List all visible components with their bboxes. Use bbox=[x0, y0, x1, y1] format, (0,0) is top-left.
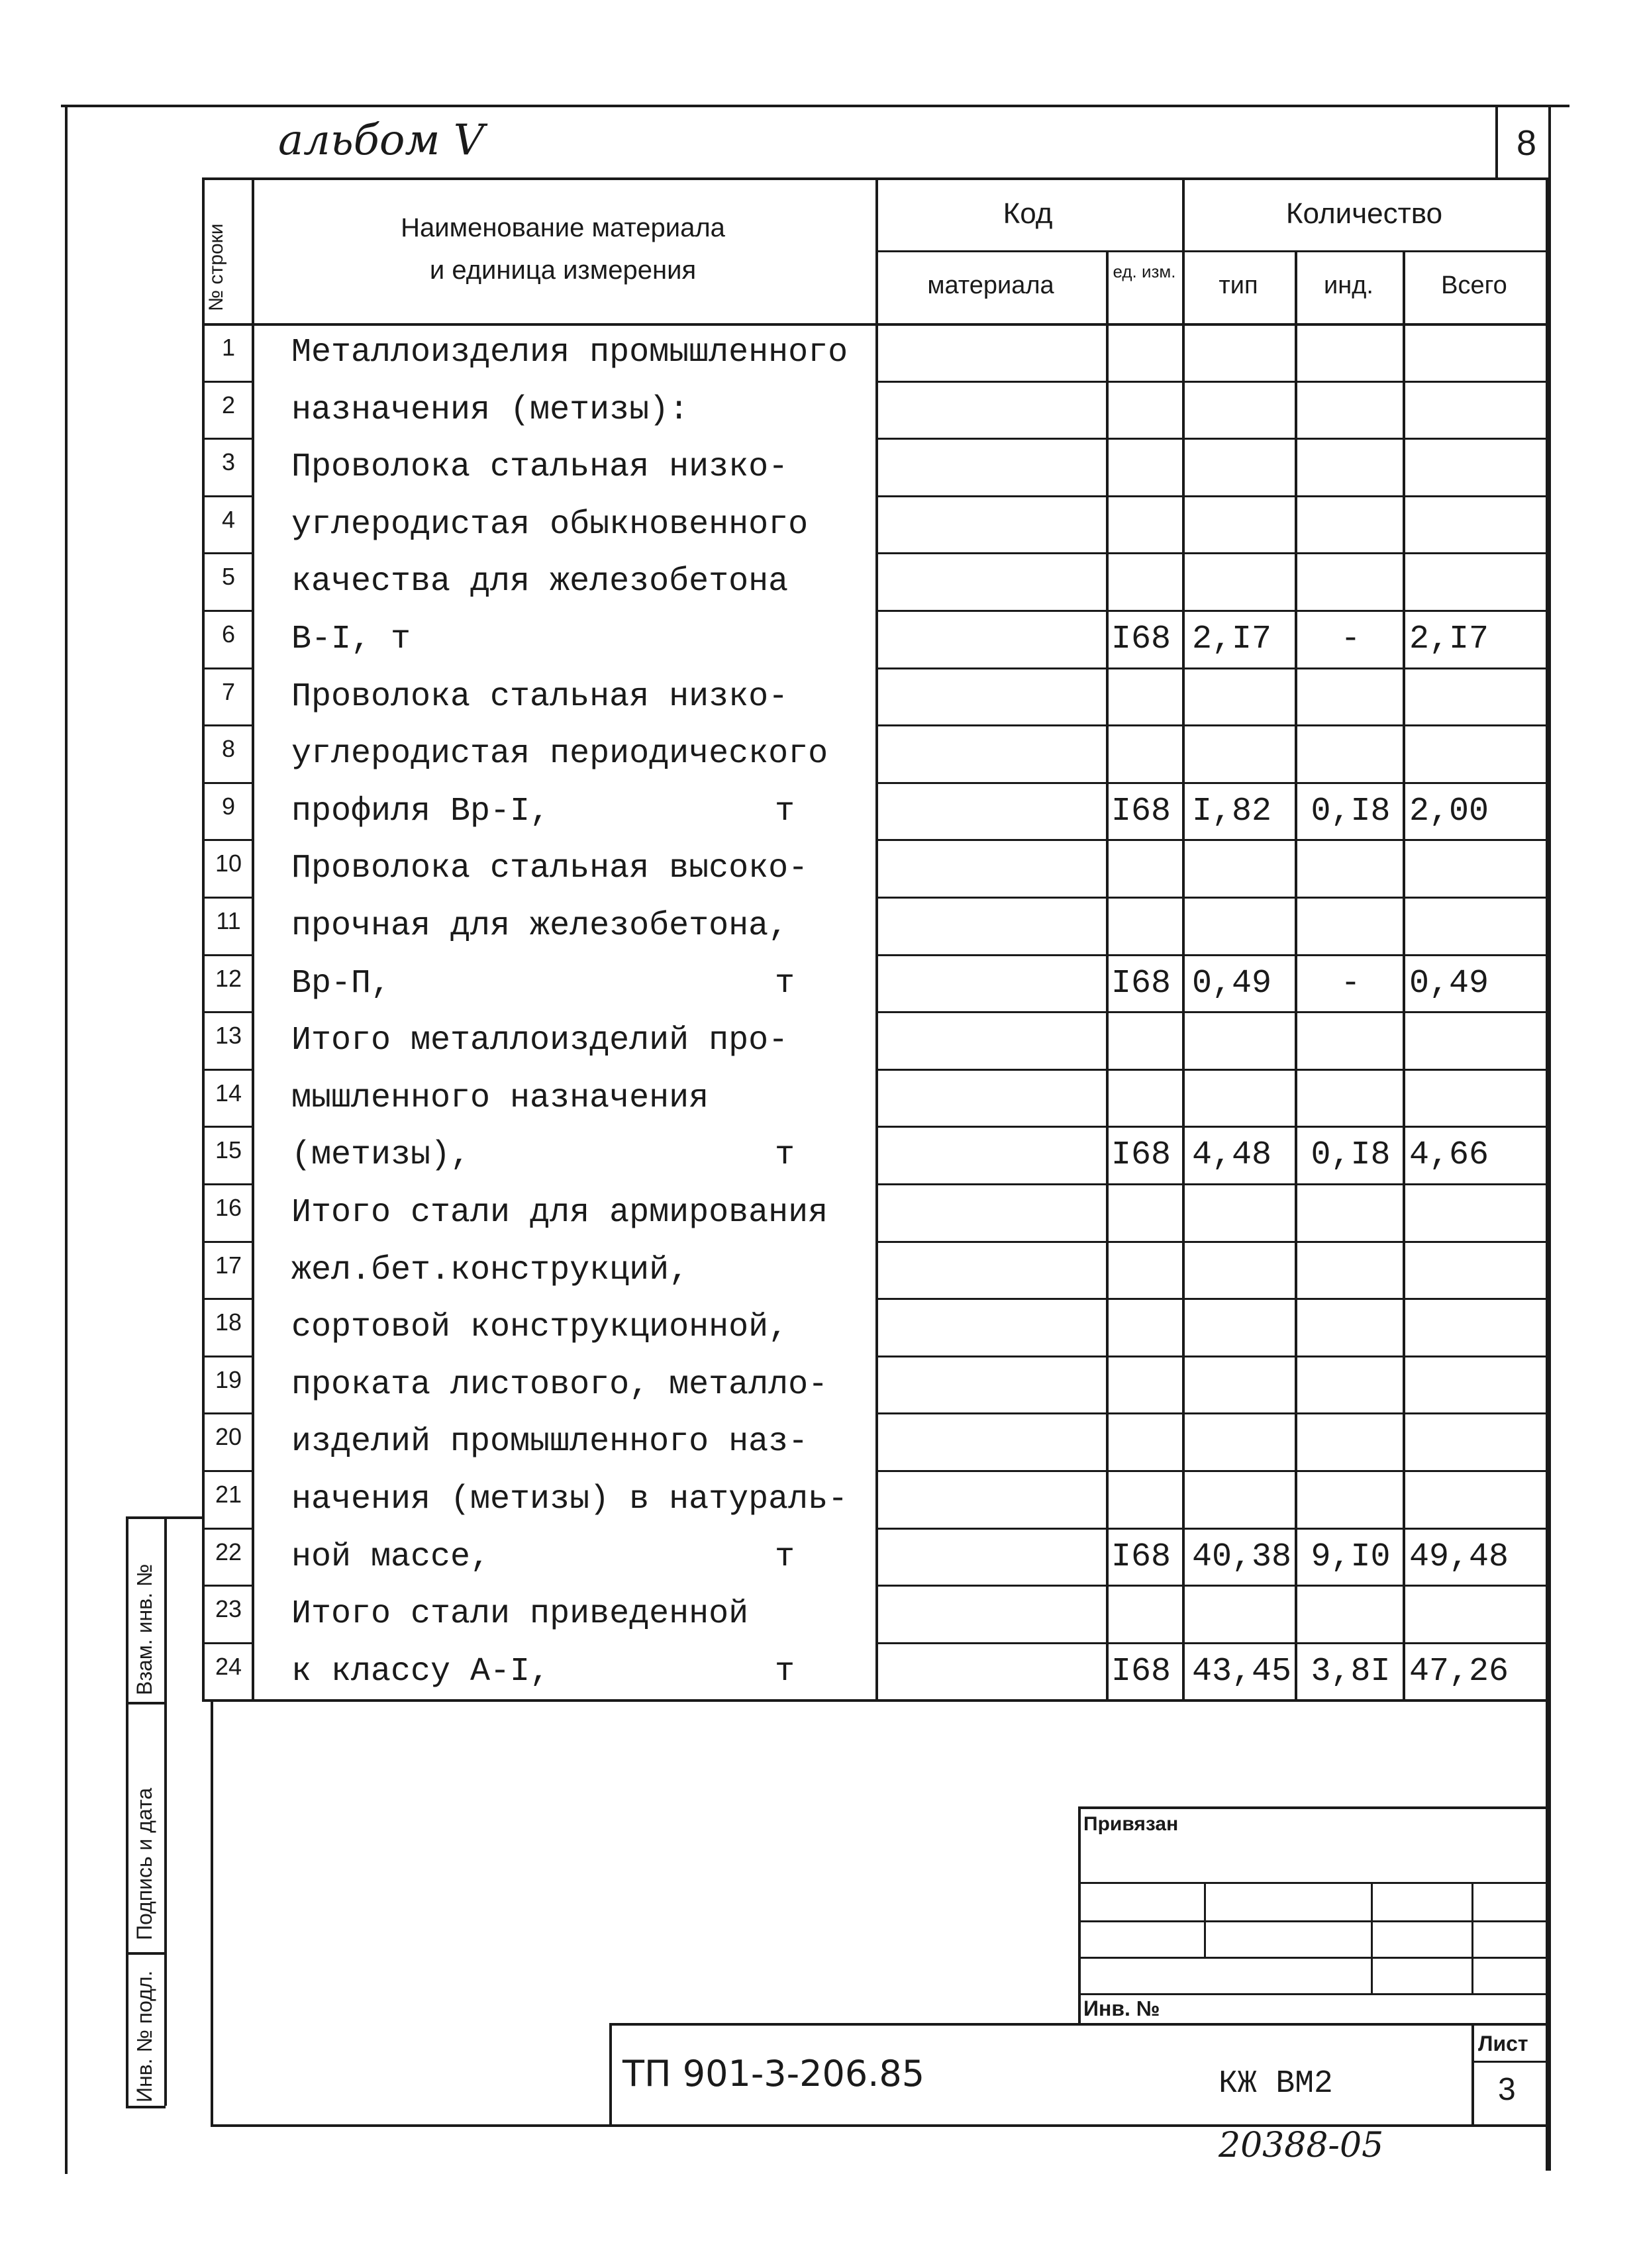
header-row-col: № строки bbox=[205, 223, 227, 311]
row-num-separator bbox=[202, 1642, 252, 1644]
title-block-top bbox=[609, 2023, 1548, 2026]
row-material-name: назначения (метизы): bbox=[291, 391, 689, 429]
table-right bbox=[1546, 177, 1548, 2171]
row-num-separator bbox=[202, 552, 252, 554]
row-separator bbox=[875, 552, 1547, 554]
row-material-name: жел.бет.конструкций, bbox=[291, 1252, 689, 1289]
header-ind: инд. bbox=[1324, 271, 1373, 299]
row-qty-vsego: 49,48 bbox=[1409, 1538, 1509, 1576]
side-sep1 bbox=[126, 1702, 166, 1704]
row-num-separator bbox=[202, 1412, 252, 1414]
row-number: 11 bbox=[216, 907, 241, 934]
album-note: альбом V bbox=[278, 116, 484, 165]
row-num-separator bbox=[202, 839, 252, 841]
row-unit: т bbox=[775, 1538, 795, 1576]
header-tip: тип bbox=[1219, 271, 1258, 299]
row-separator bbox=[875, 1126, 1547, 1128]
side-col-left bbox=[126, 1516, 128, 2106]
row-number: 19 bbox=[215, 1366, 242, 1393]
row-separator bbox=[875, 1183, 1547, 1185]
row-material-name: Проволока стальная низко- bbox=[291, 448, 789, 486]
row-material-name: углеродистая периодического bbox=[291, 735, 828, 773]
col-kod-right bbox=[1106, 252, 1109, 1702]
page-number: 8 bbox=[1517, 123, 1537, 163]
row-material-name: проката листового, металло- bbox=[291, 1366, 828, 1404]
stamp-privyazan: Привязан bbox=[1083, 1813, 1179, 1835]
col-ed-right bbox=[1182, 177, 1185, 1702]
row-unit: т bbox=[775, 793, 795, 830]
row-material-name: сортовой конструкционной, bbox=[291, 1308, 789, 1346]
col-ind-right bbox=[1403, 252, 1405, 1702]
row-number: 10 bbox=[215, 850, 242, 877]
row-ed-izm: I68 bbox=[1111, 1538, 1171, 1576]
header-kod: Код bbox=[1003, 197, 1053, 230]
row-material-name: (метизы), bbox=[291, 1136, 471, 1174]
row-material-name: мышленного назначения bbox=[291, 1079, 709, 1117]
row-material-name: Металлоизделия промышленного bbox=[291, 334, 848, 371]
title-block-left bbox=[609, 2023, 612, 2124]
stamp-left bbox=[1078, 1806, 1081, 2025]
row-separator bbox=[875, 724, 1547, 726]
row-separator bbox=[875, 1585, 1547, 1587]
row-material-name: прочная для железобетона, bbox=[291, 907, 789, 945]
row-material-name: изделий промышленного наз- bbox=[291, 1423, 809, 1461]
row-separator bbox=[875, 839, 1547, 841]
row-number: 17 bbox=[215, 1252, 242, 1279]
row-unit: т bbox=[775, 1653, 795, 1691]
row-num-separator bbox=[202, 495, 252, 497]
row-separator bbox=[875, 1241, 1547, 1243]
stamp-vline1 bbox=[1204, 1882, 1206, 1957]
row-num-separator bbox=[202, 1585, 252, 1587]
row-separator bbox=[875, 1011, 1547, 1013]
row-number: 13 bbox=[215, 1022, 242, 1049]
row-separator bbox=[875, 381, 1547, 383]
row-separator bbox=[875, 667, 1547, 669]
header-materiala: материала bbox=[927, 271, 1054, 299]
row-num-separator bbox=[202, 724, 252, 726]
col-tip-right bbox=[1295, 252, 1297, 1702]
row-qty-vsego: 47,26 bbox=[1409, 1653, 1509, 1691]
row-material-name: В-I, т bbox=[291, 620, 411, 658]
row-num-separator bbox=[202, 782, 252, 784]
row-qty-vsego: 2,I7 bbox=[1409, 620, 1489, 658]
page-num-divider bbox=[1495, 105, 1498, 179]
stamp-line1 bbox=[1078, 1882, 1548, 1884]
stamp-line4 bbox=[1078, 1993, 1548, 1995]
left-field-line bbox=[211, 1702, 213, 2126]
row-num-separator bbox=[202, 610, 252, 612]
row-qty-tip: 2,I7 bbox=[1192, 620, 1272, 658]
col-name-right bbox=[875, 177, 878, 1702]
row-separator bbox=[875, 1356, 1547, 1357]
col-num-right bbox=[252, 177, 254, 1702]
row-number: 5 bbox=[221, 563, 236, 590]
header-name-line2: и единица измерения bbox=[429, 256, 697, 285]
side-label-vzam: Взам. инв. № bbox=[132, 1563, 156, 1695]
row-material-name: Вр-П, bbox=[291, 965, 391, 1003]
row-material-name: Итого стали приведенной bbox=[291, 1595, 749, 1633]
header-ed-izm: ед. изм. bbox=[1113, 262, 1176, 281]
row-unit: т bbox=[775, 965, 795, 1003]
header-vsego: Всего bbox=[1441, 271, 1507, 299]
title-block-list-divider bbox=[1471, 2023, 1474, 2124]
row-separator bbox=[875, 897, 1547, 899]
row-num-separator bbox=[202, 438, 252, 440]
row-ed-izm: I68 bbox=[1111, 620, 1171, 658]
row-qty-tip: 43,45 bbox=[1192, 1653, 1292, 1691]
row-material-name: Проволока стальная высоко- bbox=[291, 850, 809, 887]
row-qty-ind: - bbox=[1340, 965, 1361, 1003]
row-material-name: начения (метизы) в натураль- bbox=[291, 1481, 848, 1518]
row-separator bbox=[875, 438, 1547, 440]
row-num-separator bbox=[202, 1298, 252, 1300]
row-qty-vsego: 4,66 bbox=[1409, 1136, 1489, 1174]
header-bottom bbox=[202, 323, 1548, 326]
row-separator bbox=[875, 1412, 1547, 1414]
row-number: 16 bbox=[215, 1194, 242, 1221]
row-qty-tip: 40,38 bbox=[1192, 1538, 1292, 1576]
row-qty-tip: 4,48 bbox=[1192, 1136, 1272, 1174]
row-qty-ind: 9,I0 bbox=[1311, 1538, 1391, 1576]
row-material-name: углеродистая обыкновенного bbox=[291, 506, 809, 544]
row-qty-tip: I,82 bbox=[1192, 793, 1272, 830]
side-top bbox=[126, 1516, 202, 1519]
row-num-separator bbox=[202, 1528, 252, 1530]
bottom-note: 20388-05 bbox=[1219, 2126, 1384, 2165]
row-ed-izm: I68 bbox=[1111, 1653, 1171, 1691]
list-label: Лист bbox=[1478, 2032, 1528, 2055]
side-label-inv-podl: Инв. № подл. bbox=[132, 1970, 156, 2102]
row-separator bbox=[875, 1470, 1547, 1472]
row-qty-ind: - bbox=[1340, 620, 1361, 658]
row-qty-ind: 0,I8 bbox=[1311, 793, 1391, 830]
row-separator bbox=[875, 1069, 1547, 1071]
stamp-top bbox=[1078, 1806, 1548, 1809]
row-number: 22 bbox=[215, 1538, 242, 1565]
list-label-line bbox=[1471, 2061, 1547, 2063]
table-bottom bbox=[202, 1699, 1548, 1702]
stamp-line3 bbox=[1078, 1957, 1548, 1959]
row-ed-izm: I68 bbox=[1111, 1136, 1171, 1174]
row-num-separator bbox=[202, 954, 252, 956]
row-separator bbox=[875, 782, 1547, 784]
row-number: 18 bbox=[215, 1308, 242, 1336]
row-num-separator bbox=[202, 897, 252, 899]
row-qty-vsego: 2,00 bbox=[1409, 793, 1489, 830]
row-number: 12 bbox=[215, 965, 242, 992]
list-number: 3 bbox=[1498, 2072, 1516, 2107]
row-unit: т bbox=[775, 1136, 795, 1174]
row-number: 21 bbox=[215, 1481, 242, 1508]
stamp-vline2 bbox=[1371, 1882, 1373, 1993]
row-num-separator bbox=[202, 381, 252, 383]
side-sep2 bbox=[126, 1952, 166, 1955]
row-num-separator bbox=[202, 1011, 252, 1013]
doc-code: ТП 901-3-206.85 bbox=[622, 2053, 925, 2095]
side-bottom bbox=[126, 2106, 166, 2108]
row-material-name: к классу А-I, bbox=[291, 1653, 550, 1691]
table-left bbox=[202, 177, 205, 1701]
row-num-separator bbox=[202, 1356, 252, 1357]
frame-top bbox=[61, 105, 1569, 107]
row-num-separator bbox=[202, 667, 252, 669]
row-number: 6 bbox=[221, 620, 236, 648]
row-number: 15 bbox=[215, 1136, 242, 1163]
row-qty-ind: 0,I8 bbox=[1311, 1136, 1391, 1174]
frame-left bbox=[65, 105, 68, 2174]
row-ed-izm: I68 bbox=[1111, 965, 1171, 1003]
row-number: 1 bbox=[221, 334, 236, 361]
row-num-separator bbox=[202, 1183, 252, 1185]
frame-right bbox=[1548, 105, 1551, 2171]
row-separator bbox=[875, 954, 1547, 956]
row-number: 7 bbox=[221, 678, 236, 705]
row-material-name: качества для железобетона bbox=[291, 563, 789, 601]
row-num-separator bbox=[202, 1241, 252, 1243]
row-num-separator bbox=[202, 1126, 252, 1128]
row-separator bbox=[875, 495, 1547, 497]
row-material-name: ной массе, bbox=[291, 1538, 491, 1576]
row-number: 2 bbox=[221, 391, 236, 419]
header-kolichestvo: Количество bbox=[1285, 197, 1443, 230]
row-material-name: Проволока стальная низко- bbox=[291, 678, 789, 716]
doc-mark: КЖ ВМ2 bbox=[1219, 2066, 1333, 2102]
row-material-name: Итого металлоизделий про- bbox=[291, 1022, 789, 1060]
header-name-line1: Наименование материала bbox=[401, 213, 725, 242]
stamp-vline3 bbox=[1471, 1882, 1473, 1993]
row-number: 4 bbox=[221, 506, 236, 533]
row-num-separator bbox=[202, 1069, 252, 1071]
stamp-line2 bbox=[1078, 1920, 1548, 1922]
row-material-name: профиля Вр-I, bbox=[291, 793, 550, 830]
row-number: 14 bbox=[215, 1079, 242, 1107]
row-separator bbox=[875, 1298, 1547, 1300]
row-separator bbox=[875, 610, 1547, 612]
row-num-separator bbox=[202, 1470, 252, 1472]
side-label-podpis: Подпись и дата bbox=[132, 1787, 156, 1940]
row-number: 9 bbox=[221, 793, 236, 820]
header-mid-line bbox=[875, 250, 1547, 252]
row-qty-ind: 3,8I bbox=[1311, 1653, 1391, 1691]
row-qty-tip: 0,49 bbox=[1192, 965, 1272, 1003]
row-number: 23 bbox=[215, 1595, 242, 1622]
row-number: 24 bbox=[215, 1653, 242, 1680]
side-col-right bbox=[164, 1516, 167, 2106]
row-number: 20 bbox=[215, 1423, 242, 1450]
row-material-name: Итого стали для армирования bbox=[291, 1194, 828, 1232]
row-ed-izm: I68 bbox=[1111, 793, 1171, 830]
row-separator bbox=[875, 1528, 1547, 1530]
row-number: 8 bbox=[221, 735, 236, 762]
stamp-inv-no: Инв. № bbox=[1083, 1997, 1160, 2020]
row-separator bbox=[875, 1642, 1547, 1644]
row-qty-vsego: 0,49 bbox=[1409, 965, 1489, 1003]
row-number: 3 bbox=[221, 448, 236, 475]
